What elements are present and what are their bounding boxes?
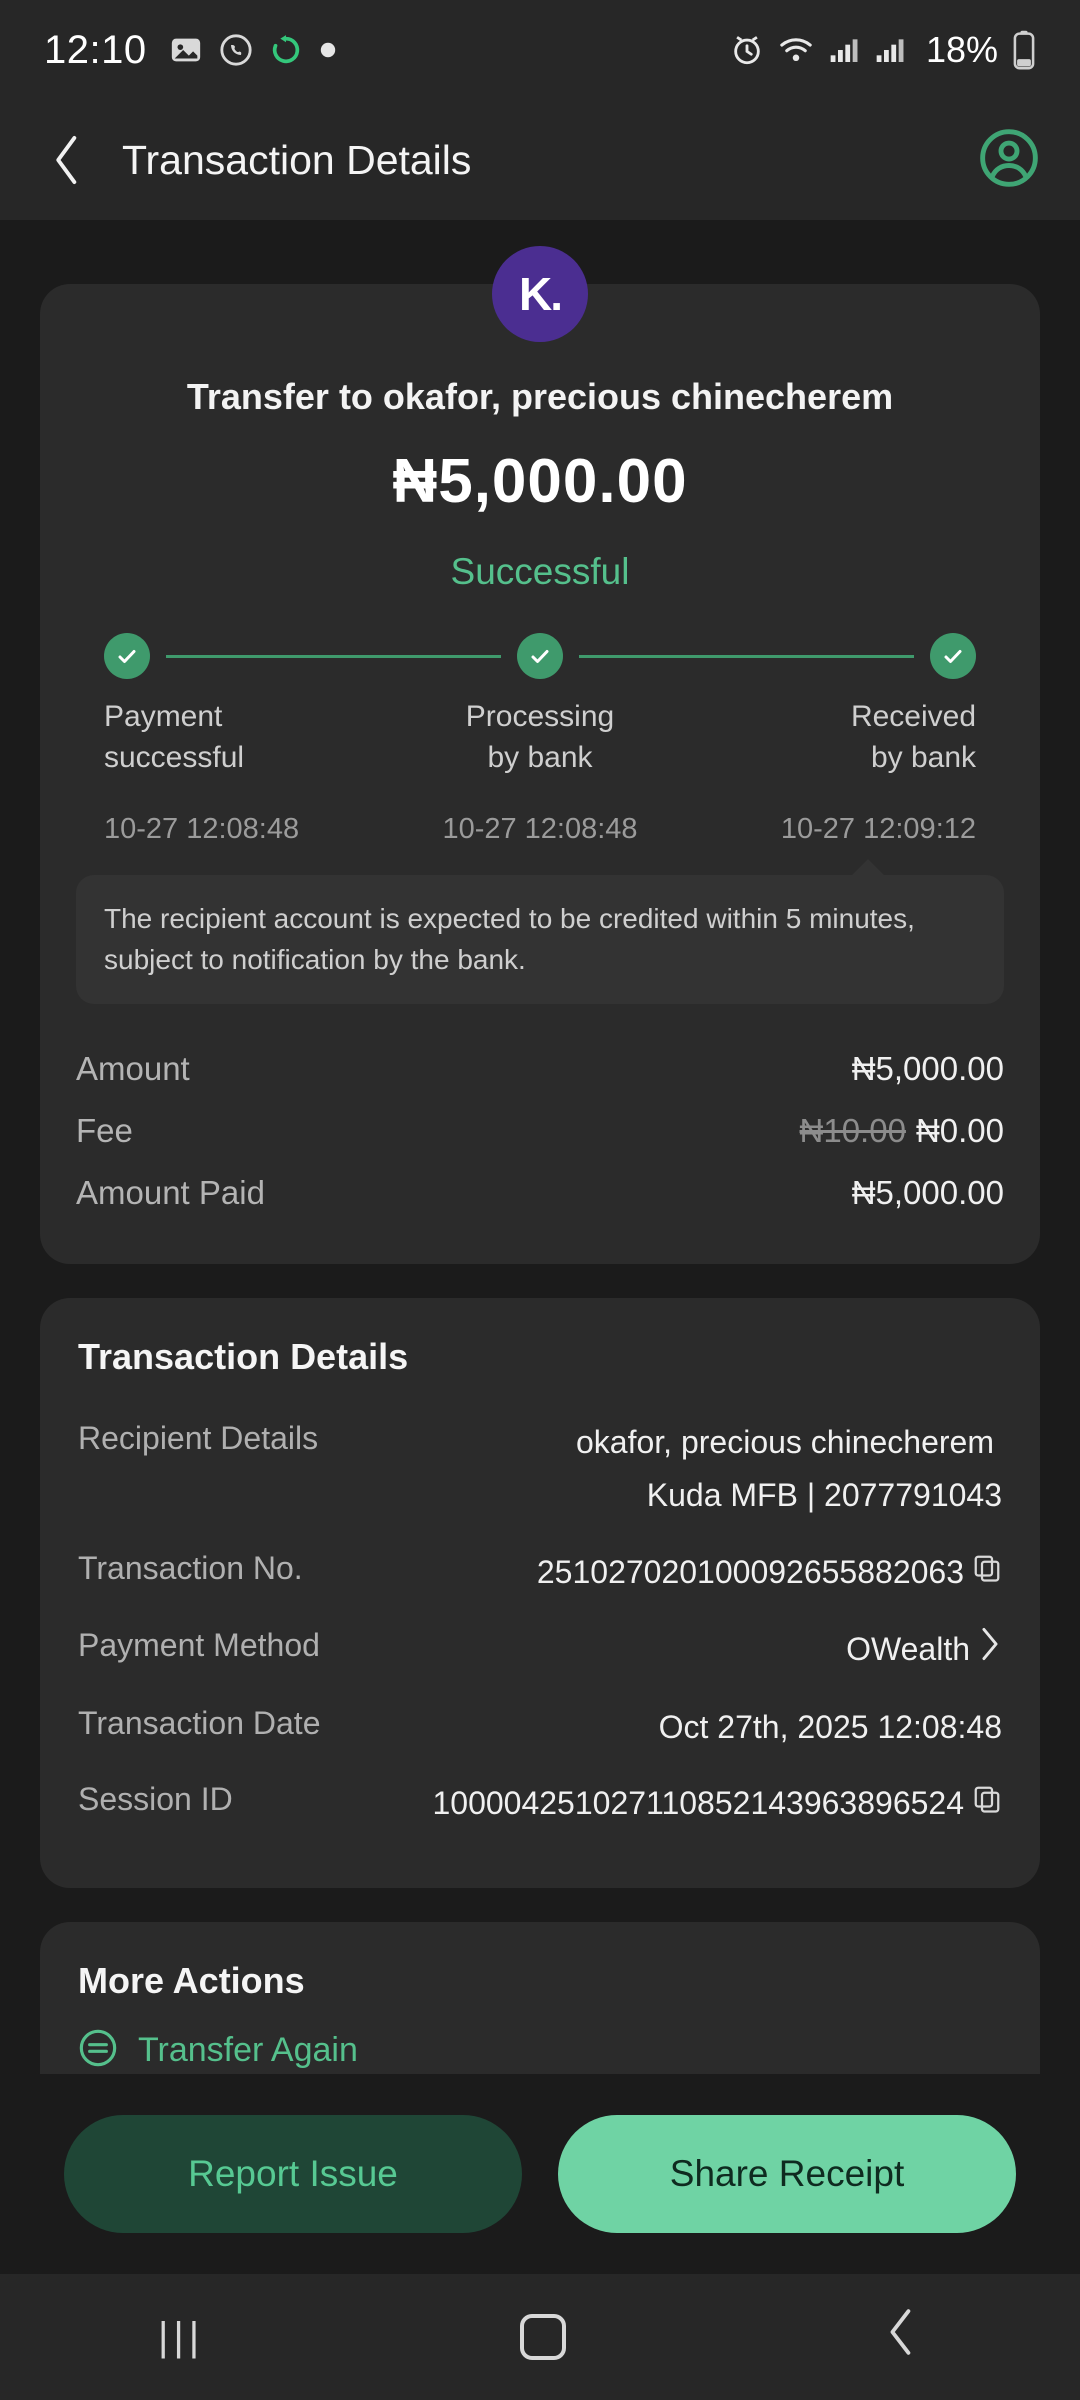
step-complete-check-icon: [517, 633, 563, 679]
detail-value: [537, 1550, 1002, 1595]
step-label-line2: by bank: [870, 740, 977, 774]
step-label: [104, 697, 395, 778]
transaction-details-card: [40, 1298, 1040, 1888]
breakdown-row: [76, 1162, 1004, 1224]
copy-icon[interactable]: [972, 1781, 1002, 1826]
credit-notice-tooltip: The recipient account is expected to be credited within 5 minutes, subject to notification by the bank.: [76, 875, 1004, 1004]
step-label-line1: Processing: [465, 700, 615, 733]
footer-action-bar: [0, 2074, 1080, 2274]
status-bar: [0, 0, 1080, 100]
sync-icon: [269, 33, 303, 67]
app-bar: [0, 100, 1080, 220]
battery-percent-label: 18%: [925, 29, 998, 70]
details-card-title: Transaction Details: [78, 1336, 409, 1378]
brand-mark-label: K.: [519, 268, 561, 320]
detail-value: [432, 1781, 1002, 1826]
alarm-icon: [730, 33, 764, 67]
recipient-name: okafor, precious chinecherem: [576, 1424, 994, 1461]
transfer-again-icon: [78, 2028, 118, 2073]
step-label: [395, 697, 686, 778]
step-label-line1: Received: [850, 700, 977, 733]
step-complete-check-icon: [930, 633, 976, 679]
stepper-connector: [579, 655, 914, 658]
detail-row-transaction-date: [78, 1689, 1002, 1766]
breakdown-label: Amount: [76, 1050, 190, 1088]
stepper-dots-row: [104, 633, 976, 679]
signal-icon: [874, 34, 906, 66]
breakdown-row: [76, 1038, 1004, 1100]
step-timestamp: 10-27 12:08:48: [104, 813, 300, 845]
wifi-icon: [778, 33, 814, 67]
breakdown-value: [800, 1112, 1004, 1150]
fee-final-value: ₦0.00: [915, 1112, 1004, 1150]
status-bar-notification-icons: [169, 33, 337, 67]
fee-original-value: ₦10.00: [799, 1112, 906, 1150]
detail-value: Oct 27th, 2025 12:08:48: [658, 1708, 1002, 1745]
transaction-summary-card: [40, 284, 1040, 1264]
step-timestamp: 10-27 12:08:48: [442, 813, 638, 845]
amount-breakdown-list: [76, 1038, 1004, 1224]
status-bar-clock: 12:10: [44, 27, 147, 72]
back-button[interactable]: [40, 133, 94, 187]
transaction-progress-stepper: [76, 633, 1004, 849]
breakdown-label: Amount Paid: [76, 1174, 265, 1212]
more-actions-title: More Actions: [78, 1960, 305, 2002]
detail-label: Transaction Date: [78, 1704, 321, 1741]
transaction-scroll-area[interactable]: [0, 220, 1080, 2274]
recipient-bank-account: Kuda MFB | 2077791043: [646, 1477, 1002, 1514]
step-complete-check-icon: [104, 633, 150, 679]
breakdown-value: ₦5,000.00: [851, 1174, 1004, 1212]
home-icon[interactable]: [520, 2314, 566, 2360]
detail-value: [338, 1420, 1002, 1518]
stepper-connector: [166, 655, 501, 658]
copy-icon[interactable]: [972, 1550, 1002, 1595]
step-label-line2: by bank: [487, 740, 593, 774]
report-issue-button[interactable]: Report Issue: [64, 2115, 522, 2233]
detail-row-payment-method[interactable]: [78, 1611, 1002, 1689]
kuda-brand-logo: [492, 246, 588, 342]
detail-row-session-id: [78, 1765, 1002, 1842]
step-timestamp: 10-27 12:09:12: [780, 813, 977, 845]
action-transfer-again[interactable]: [78, 2028, 1002, 2073]
stepper-labels-row: [104, 697, 976, 778]
detail-row-transaction-no: [78, 1534, 1002, 1611]
account-circle-icon[interactable]: [978, 127, 1040, 194]
breakdown-row: [76, 1100, 1004, 1162]
detail-label: Recipient Details: [78, 1420, 319, 1457]
payee-label: Transfer to okafor, precious chinecherem: [186, 376, 894, 417]
stepper-times-row: [104, 796, 976, 849]
share-receipt-button[interactable]: Share Receipt: [558, 2115, 1016, 2233]
recents-icon[interactable]: |||: [157, 2314, 205, 2359]
detail-value: [846, 1627, 1002, 1673]
session-id-value: 100004251027110852143963896524: [432, 1785, 964, 1822]
signal-icon: [828, 34, 860, 66]
step-label: [685, 697, 976, 778]
battery-icon: [1012, 30, 1036, 70]
detail-label: Payment Method: [78, 1626, 320, 1663]
detail-label: Transaction No.: [78, 1549, 303, 1586]
detail-row-recipient: [78, 1404, 1002, 1534]
dot-icon: [319, 41, 337, 59]
system-nav-bar: [0, 2274, 1080, 2400]
detail-label: Session ID: [78, 1781, 233, 1818]
page-title: Transaction Details: [122, 136, 472, 183]
transaction-no-value: 251027020100092655882063: [536, 1553, 964, 1590]
breakdown-label: Fee: [76, 1112, 133, 1150]
breakdown-value: ₦5,000.00: [851, 1050, 1004, 1088]
back-icon[interactable]: [882, 2308, 922, 2367]
step-label-line2: successful: [104, 740, 245, 774]
step-label-line1: Payment: [104, 700, 223, 733]
image-icon: [169, 33, 203, 67]
chevron-right-icon[interactable]: [978, 1627, 1002, 1673]
status-badge: Successful: [450, 551, 630, 592]
whatsapp-icon: [219, 33, 253, 67]
action-label: Transfer Again: [138, 2031, 358, 2070]
payment-method-value: OWealth: [846, 1631, 970, 1668]
status-bar-system-icons: [730, 29, 1036, 71]
amount-label: ₦5,000.00: [392, 447, 688, 516]
